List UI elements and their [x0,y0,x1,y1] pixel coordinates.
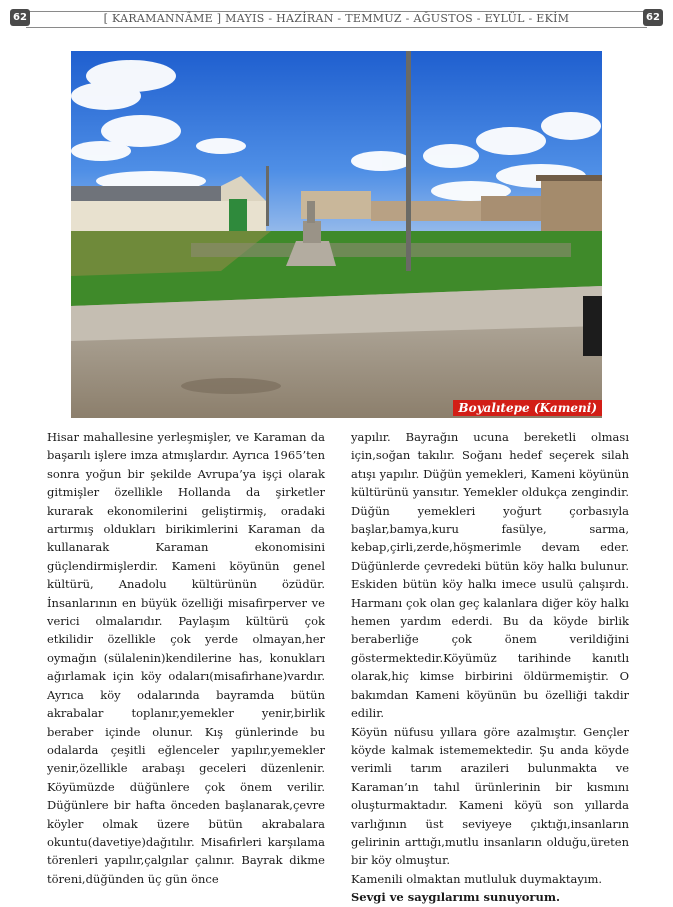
article-column-right [351,428,629,907]
article-paragraph: Kamenili olmaktan mutluluk duymaktayım. [351,871,603,886]
village-photo-image [71,51,602,418]
village-photo [71,51,602,418]
article-paragraph: yapılır. Bayrağın ucuna bereketli olması için,soğan takılır. Soğanı hedef seçerek silah atışı yapılır. Düğün yemekleri, Kameni köyünün kültürünü yansıtır. Yemekler oldukça zengindir. Düğün yemekleri yoğurt çorbasıyla başlar,bamya,kuru fasülye, sarma, kebap,çirli,zerde,höşmerimle devam eder. Düğünlerde çevredeki bütün köy halkı bulunur. Eskiden bütün köy halkı imece usulü çalışırdı. Harmanı çok olan geç kalanlara diğer köy halkı hemen yardım ederdi. Bu da köyde birlik beraberliğe çok önem verildiğini göstermektedir.Köyümüz tarihinde kanıtlı olarak,hiç kimse birbirini öldürmemiştir. O bakımdan Kameni köyünün bu özelliği takdir edilir. [351,430,629,721]
page-number-right: 62 [643,9,663,26]
photo-caption: Boyalıtepe (Kameni) [453,400,602,416]
closing-line: Sevgi ve saygılarımı sunuyorum. [351,890,561,905]
article-column-left [47,428,325,888]
page-header [10,9,663,26]
page-number-left: 62 [10,9,30,26]
magazine-issue-title: [ KARAMANNÂME ] MAYIS - HAZİRAN - TEMMUZ - AĞUSTOS - EYLÜL - EKİM [103,12,570,25]
article-paragraph: Hisar mahallesine yerleşmişler, ve Karaman da başarılı işlere imza atmışlardır. Ayrıca 1965’ten sonra yoğun bir şekilde Avrupa’ya işçi olarak gitmişler özellikle Hollanda da şirketler kurarak ekonomilerini geliştirmiş, oradaki artırmış oldukları birikimlerini Karaman da kullanarak Karaman ekonomisini güçlendirmişlerdir. Kameni köyünün genel kültürü, Anadolu kültürünün özüdür. İnsanlarının en büyük özelliği misafirperver ve verici olmalarıdır. Paylaşım kültürü çok etkilidir özellikle çok yerde olmayan,her oymağın (sülalenin)kendilerine has, konukları ağırlamak için köy odaları(misafirhane)vardır. Ayrıca köy odalarında bayramda bütün akrabalar toplanır,yemekler yenir,birlik beraber içinde olunur. Kış günlerinde bu odalarda çeşitli eğlenceler yapılır,yemekler yenir,özellikle arabaşı geceleri düzenlenir. Köyümüzde düğünlere çok önem verilir. Düğünlere bir hafta önceden başlanarak,çevre köyler olmak üzere bütün akrabalara okuntu(davetiye)dağıtılır. Misafirleri karşılama törenleri yapılır,çalgılar çalınır. Bayrak dikme töreni,düğünden üç gün önce [47,430,325,886]
article-paragraph: Köyün nüfusu yıllara göre azalmıştır. Gençler köyde kalmak istememektedir. Şu anda köyde verimli tarım arazileri bulunmakta ve Karaman’ın tahıl ürünlerinin bir kısmını oluşturmaktadır. Kameni köyü son yıllarda varlığının üst seviyeye çıktığı,insanların gelirinin arttığı,mutlu insanların olduğu,üreten bir köy olmuştur. [351,724,629,868]
